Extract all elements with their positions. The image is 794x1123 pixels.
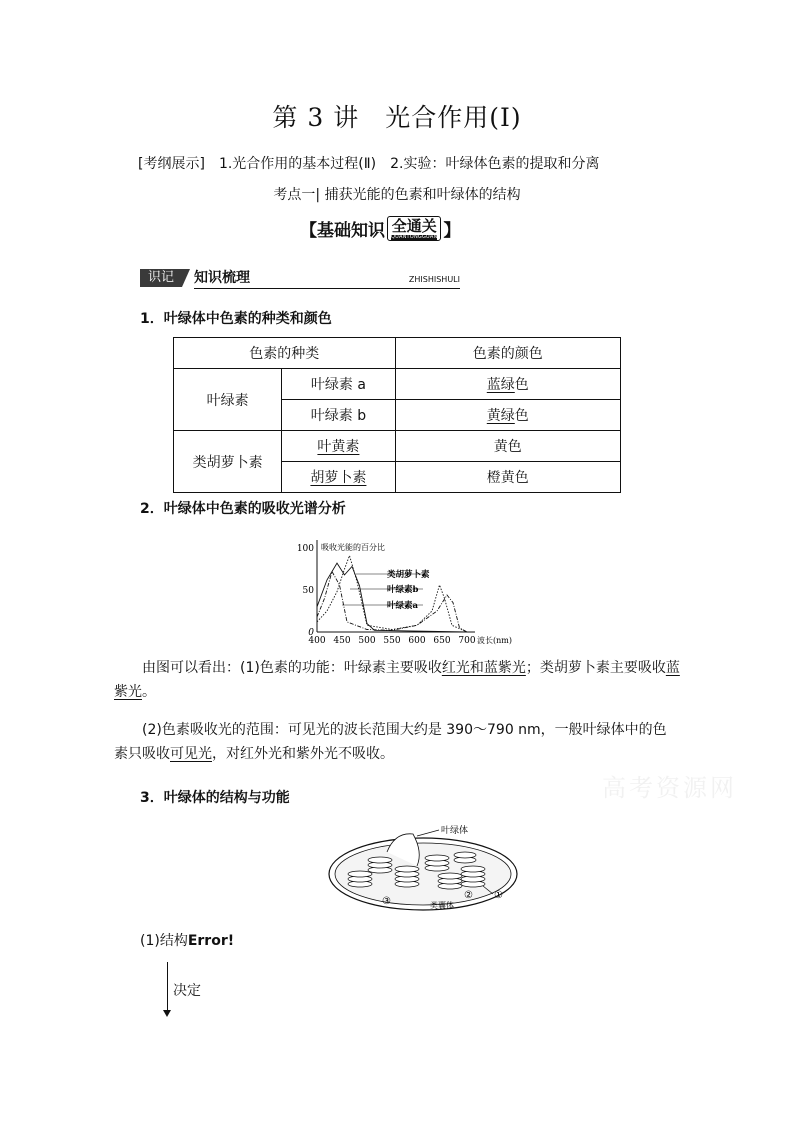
table-row [174,338,621,369]
table-group-chlorophyll: 叶绿素 [174,369,282,431]
banner-right: 】 [443,221,461,241]
underline-answer: 可见光 [170,746,212,762]
p2-text-b: ，对红外光和紫外光不吸收。 [212,746,394,762]
arrow-shaft [167,962,168,1012]
section-slash [182,269,190,287]
x-tick-label: 650 [433,636,451,646]
banner-box-pinyin: QUANTONGGUAN [391,234,438,240]
x-tick-label: 550 [383,636,401,646]
section-header [140,269,460,289]
granum [438,873,462,889]
chart-labels [321,542,512,645]
granum [461,866,485,887]
page-title: 第 3 讲 光合作用(Ⅰ) [272,103,522,132]
heading-1: 1．叶绿体中色素的种类和颜色 [140,311,332,327]
section-eng: ZHISHISHULI [408,275,460,284]
table-head-kind: 色素的种类 [174,338,396,369]
paragraph-range [114,718,680,766]
granum [368,857,392,873]
label-3: ③ [382,896,391,907]
x-tick-label: 700 [458,636,476,646]
p2-text-a: (2)色素吸收光的范围：可见光的波长范围大约是 390～790 nm，一般叶绿体中的色素只吸收 [114,722,667,762]
section-chip: 识记 [140,269,182,287]
table-row [174,369,621,400]
paragraph-function [114,656,680,704]
granum [395,866,419,887]
banner-box [387,216,441,241]
x-tick-label: 500 [358,636,376,646]
table-cell-color: 蓝绿色 [395,369,620,400]
pointer-line [417,830,439,836]
section-name: 知识梳理 [194,270,250,286]
granum [425,855,449,871]
banner-left: 【基础知识 [300,221,385,241]
underline-answer: 黄绿 [486,408,515,424]
underline-answer: 叶黄素 [317,439,360,455]
table-row [174,431,621,462]
p1-text-c: 。 [142,684,156,700]
x-tick-label: 600 [408,636,426,646]
kaodian-heading: 考点一| 捕获光能的色素和叶绿体的结构 [273,187,521,203]
outline-tag: [考纲展示] [138,156,205,172]
underline-answer: 蓝紫光 [114,660,680,700]
granum [348,871,372,887]
exam-outline [138,153,599,173]
label-thylakoid: 类囊体 [430,901,454,910]
x-tick-label: 400 [308,636,326,646]
table-cell-name: 叶绿素 a [282,369,395,400]
table-cell-color: 黄色 [395,431,620,462]
chart-title: 吸收光能的百分比 [321,543,385,552]
y-tick-label: 50 [302,586,314,596]
table-cell-color: 黄绿色 [395,400,620,431]
underline-answer: 蓝绿 [486,377,515,393]
p1-text-b: ；类胡萝卜素主要吸收 [525,660,666,676]
table-head-color: 色素的颜色 [395,338,620,369]
label-2: ② [464,890,473,901]
y-tick-label: 100 [296,544,314,554]
underline-answer: 红光和蓝紫光 [441,660,526,676]
pigment-table [173,337,621,493]
struct-prefix: (1)结构 [140,933,188,949]
table-group-carotenoid: 类胡萝卜素 [174,431,282,493]
series-label: 类胡萝卜素 [387,570,430,580]
underline-answer: 胡萝卜素 [310,470,367,486]
table-cell-name [282,431,395,462]
arrow-head-icon [163,1010,171,1017]
granum [454,852,476,863]
outline-text: 1.光合作用的基本过程(Ⅱ) 2.实验：叶绿体色素的提取和分离 [218,156,600,172]
x-axis-label: 波长(nm) [477,636,512,645]
basic-knowledge-banner [300,216,460,241]
table-cell-name [282,462,395,493]
structure-line [140,930,234,950]
series-label: 叶绿素a [387,601,419,611]
chloroplast-diagram [325,822,525,914]
table-cell-color: 橙黄色 [395,462,620,493]
label-chloroplast: 叶绿体 [441,826,469,836]
decide-arrow [165,962,245,1022]
watermark: 高考资源网 [602,774,737,802]
x-tick-label: 450 [333,636,351,646]
section-rule [194,288,460,289]
decide-label: 决定 [173,983,201,999]
p1-text-a: 由图可以看出：(1)色素的功能：叶绿素主要吸收 [142,660,442,676]
heading-2: 2．叶绿体中色素的吸收光谱分析 [140,501,346,517]
label-1: ① [494,890,503,901]
y-tick-label: 0 [308,628,314,638]
banner-box-text: 全通关 [391,217,437,235]
heading-3: 3．叶绿体的结构与功能 [140,790,290,806]
table-cell-name: 叶绿素 b [282,400,395,431]
absorption-spectrum-chart [285,534,545,648]
struct-error: Error! [187,933,235,949]
series-label: 叶绿素b [387,585,419,595]
